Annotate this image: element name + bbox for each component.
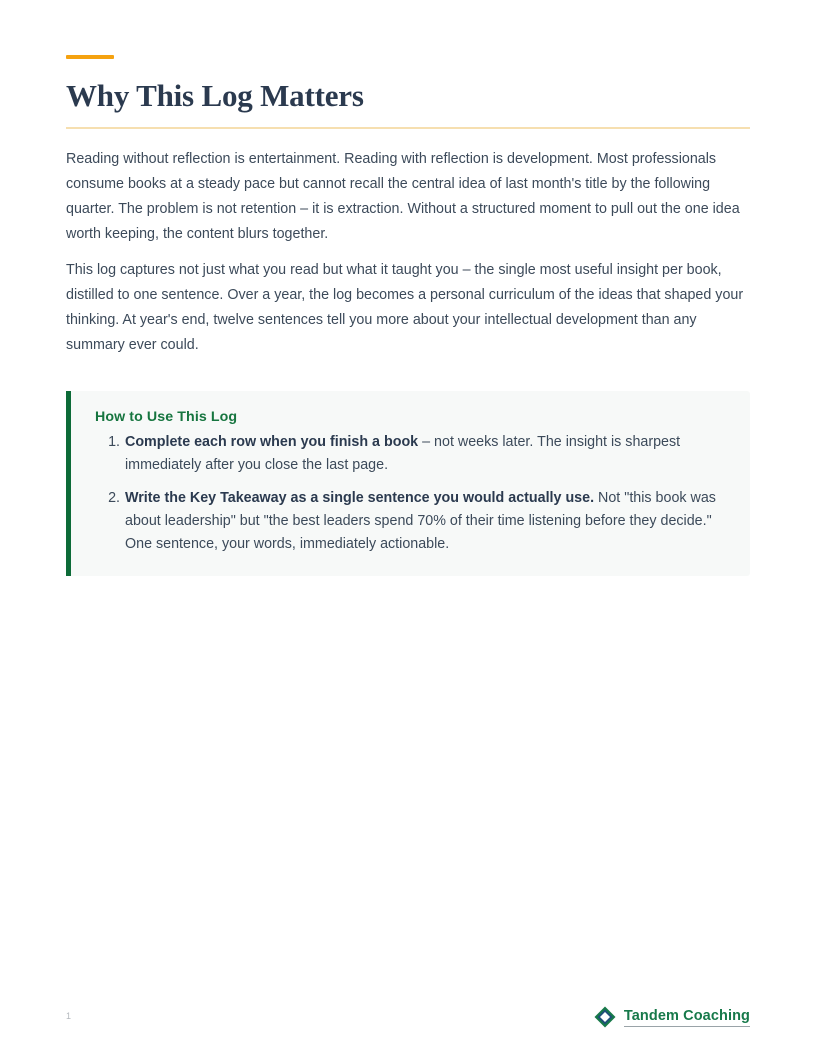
brand-logo bbox=[594, 1006, 750, 1028]
how-to-use-callout bbox=[66, 391, 750, 576]
page-content bbox=[66, 0, 750, 576]
page-title: Why This Log Matters bbox=[66, 78, 364, 113]
page-number: 1 bbox=[66, 1011, 72, 1021]
list-item-lead: Write the Key Takeaway as a single sentence you would actually use. bbox=[125, 490, 595, 506]
page-footer bbox=[66, 1006, 750, 1028]
intro-paragraph-1: Reading without reflection is entertainment. Reading with reflection is development. Most professionals consume books at a steady pace but cannot recall the central idea of last month's title by the following quarter. The problem is not retention – it is extraction. Without a structured moment to pull out the one idea worth keeping, the content blurs together. bbox=[66, 151, 740, 242]
list-item-lead: Complete each row when you finish a book bbox=[125, 434, 419, 450]
callout-heading: How to Use This Log bbox=[95, 409, 238, 425]
diamond-logo-icon bbox=[594, 1006, 616, 1028]
list-item bbox=[125, 487, 726, 556]
callout-instruction-list bbox=[95, 431, 726, 556]
intro-paragraph-2: This log captures not just what you read but what it taught you – the single most useful insight per book, distilled to one sentence. Over a year, the log becomes a personal curriculum of the ideas that shaped your thinking. At year's end, twelve sentences tell you more about your intellectual development than any summary ever could. bbox=[66, 262, 744, 353]
list-item-rest: – not weeks later. The insight is sharpest immediately after you close the last page. bbox=[125, 434, 681, 473]
list-item bbox=[125, 431, 726, 477]
title-accent-bar bbox=[66, 55, 114, 59]
list-item-rest: Not "this book was about leadership" but "the best leaders spend 70% of their time listening before they decide." One sentence, your words, immediately actionable. bbox=[125, 490, 716, 552]
brand-name: Tandem Coaching bbox=[624, 1008, 750, 1027]
